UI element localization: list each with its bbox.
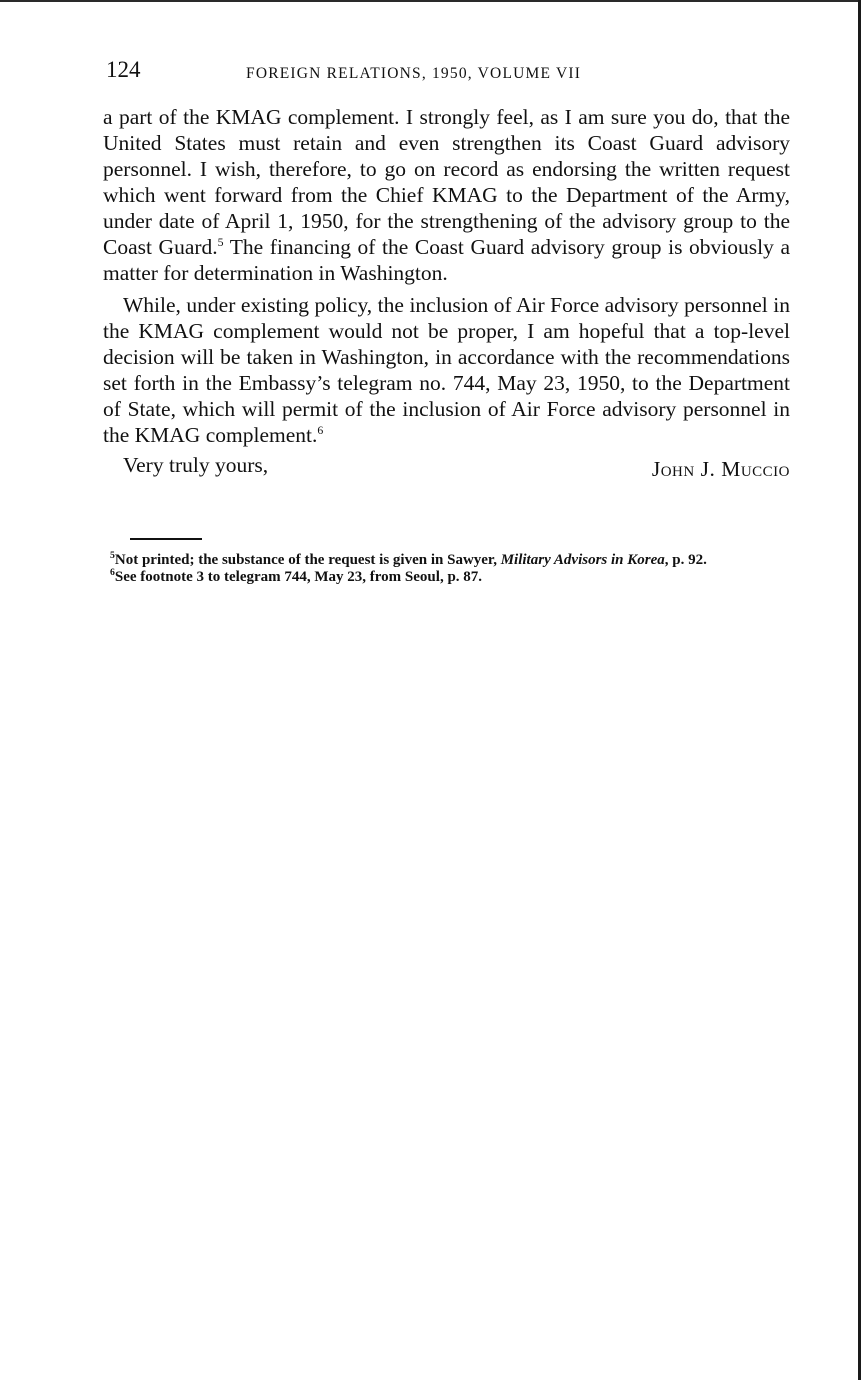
footnote-5: [96, 552, 786, 569]
footnote-6: [96, 569, 786, 586]
signature: John J. Muccio: [651, 457, 790, 481]
paragraph-2-text: While, under existing policy, the inclusion of Air Force advisory personnel in the KMAG complement would not be proper, I am hopeful that a top-level decision will be taken in Washington, in accordance with the recommendations set forth in the Embassy’s telegram no. 744, May 23, 1950, to the Department of State, which will permit of the inclusion of Air Force advisory personnel in the KMAG complement.: [103, 293, 790, 447]
paragraph-2: [103, 292, 790, 448]
footnote-5-title: Military Advisors in Korea: [500, 552, 665, 568]
running-head: FOREIGN RELATIONS, 1950, VOLUME VII: [246, 65, 582, 82]
paragraph-1-text-b: The financing of the Coast Guard advisory group is obviously a matter for determination in Washington.: [103, 235, 791, 285]
footnote-marker-6: 6: [110, 567, 115, 578]
page-header: [106, 56, 790, 86]
footnote-ref-6: 6: [317, 422, 324, 437]
footnote-ref-5: 5: [217, 234, 224, 249]
paragraph-1-text-a: a part of the KMAG complement. I strongly feel, as I am sure you do, that the United States must retain and even strengthen its Coast Guard advisory personnel. I wish, therefore, to go on record as endorsing the written request which went forward from the Chief KMAG to the Department of the Army, under date of April 1, 1950, for the strengthening of the advisory group to the Coast Guard.: [103, 105, 790, 259]
footnote-5-text-a: Not printed; the substance of the request is given in Sawyer,: [114, 552, 501, 568]
letter-body: [103, 104, 790, 480]
complimentary-close: Very truly yours,: [123, 453, 269, 477]
footnote-marker-5: 5: [110, 550, 115, 561]
footnotes: [96, 552, 786, 586]
closing-block: [103, 452, 790, 480]
footnote-6-text: See footnote 3 to telegram 744, May 23, from Seoul, p. 87.: [114, 569, 483, 585]
footnote-divider: [130, 538, 202, 540]
footnote-5-text-b: , p. 92.: [664, 552, 707, 568]
paragraph-1: [103, 104, 790, 286]
page-number: 124: [106, 57, 141, 82]
scan-border-top: [0, 0, 861, 2]
